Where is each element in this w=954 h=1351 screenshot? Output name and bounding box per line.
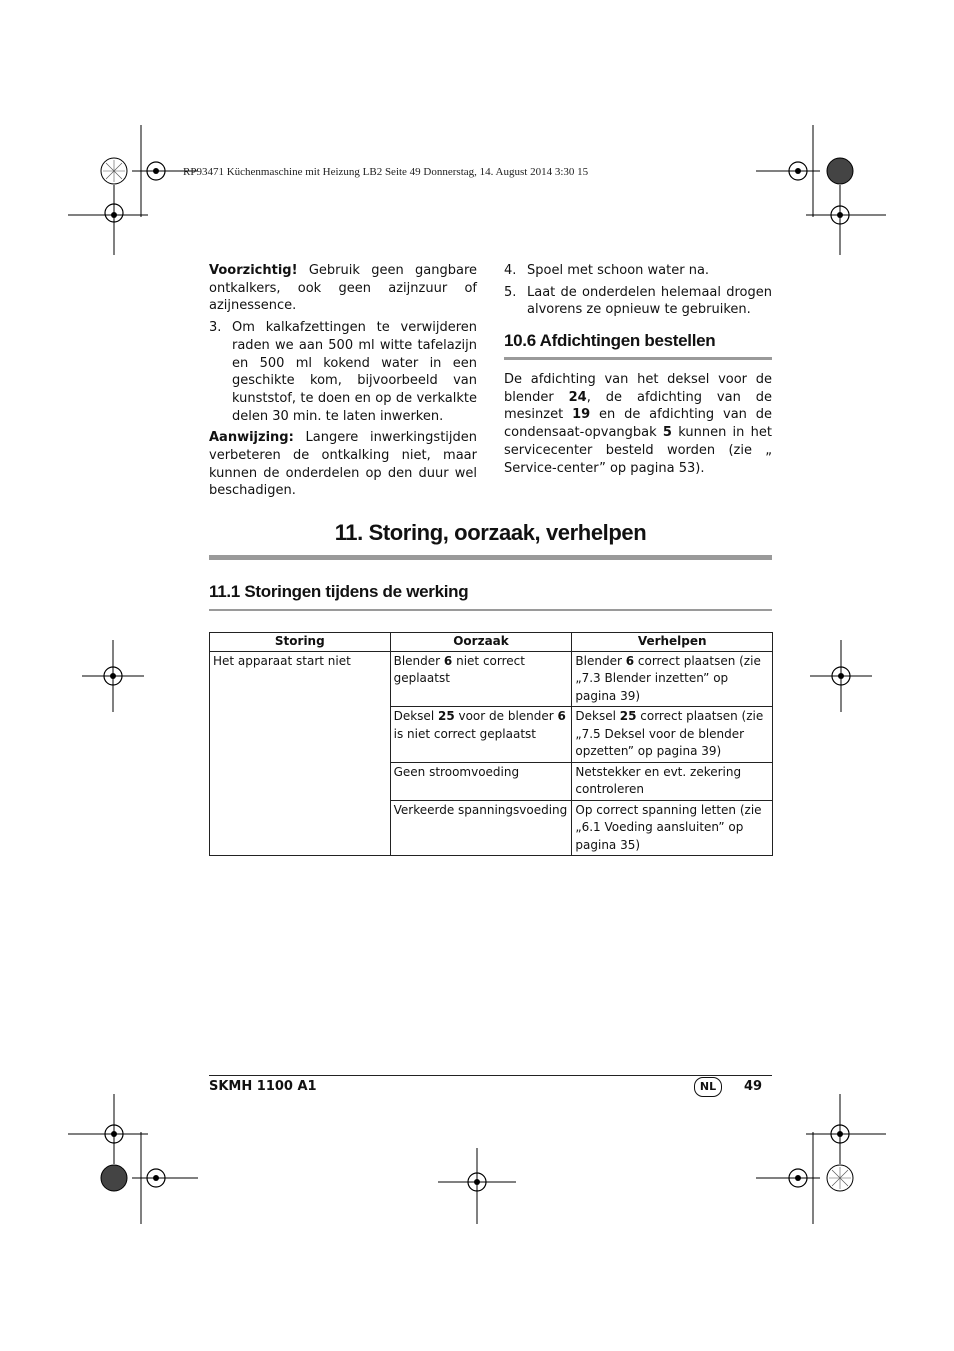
chapter-rule <box>209 555 772 560</box>
fix-cell: Netstekker en evt. zekering controleren <box>572 762 773 800</box>
registration-mark-icon <box>756 1094 886 1224</box>
step-text: Om kalkafzettingen te verwijderen raden we aan 500 ml witte tafelazijn en 500 ml kokend water in een geschikte kom, bijvoorbeeld van kunststof, te doen en op de verkalkte delen 30 min. te laten inwerken. <box>232 320 477 424</box>
note-paragraph <box>209 429 477 500</box>
step-number: 5. <box>504 284 517 300</box>
cause-cell: Blender 6 niet correct geplaatst <box>390 651 572 707</box>
note-label: Aanwijzing: <box>209 430 294 446</box>
seals-paragraph <box>504 371 772 481</box>
step-5 <box>504 284 772 319</box>
caution-text: Gebruik geen gangbare ontkalkers, ook geen azijnzuur of azijnessence. <box>209 263 477 314</box>
header-verhelpen: Verhelpen <box>572 633 773 652</box>
registration-mark-icon <box>82 640 144 712</box>
step-number: 4. <box>504 263 517 278</box>
footer-rule <box>209 1075 772 1076</box>
para-text: en de afdichting van de condensaat-opvangbak <box>504 407 773 441</box>
registration-mark-icon <box>68 1094 198 1224</box>
part-number: 19 <box>572 407 591 423</box>
registration-mark-icon <box>438 1148 516 1224</box>
registration-mark-icon <box>68 125 198 255</box>
model-number: SKMH 1100 A1 <box>209 1079 317 1094</box>
table-row <box>210 651 773 707</box>
para-text: De afdichting van het deksel voor de blender <box>504 372 772 405</box>
page-number: 49 <box>744 1079 763 1094</box>
print-info-line: RP93471 Küchenmaschine mit Heizung LB2 Seite 49 Donnerstag, 14. August 2014 3:30 15 <box>183 166 589 178</box>
part-number: 24 <box>568 389 587 405</box>
cause-cell: Deksel 25 voor de blender 6 is niet correct geplaatst <box>390 707 572 763</box>
caution-paragraph <box>209 262 477 315</box>
troubleshooting-table <box>209 632 773 856</box>
fix-cell: Op correct spanning letten (zie „6.1 Voeding aansluiten” op pagina 35) <box>572 800 773 856</box>
right-column <box>504 262 772 323</box>
table-header-row <box>210 633 773 652</box>
registration-mark-icon <box>810 640 872 712</box>
section-rule <box>504 357 772 360</box>
storing-cell: Het apparaat start niet <box>210 651 391 856</box>
step-text: Laat de onderdelen helemaal drogen alvorens ze opnieuw te gebruiken. <box>527 284 772 318</box>
note-text: Langere inwerkingstijden verbeteren de ontkalking niet, maar kunnen de onderdelen op den duur wel beschadigen. <box>209 430 477 499</box>
part-number: 5 <box>662 425 672 441</box>
cause-cell: Geen stroomvoeding <box>390 762 572 800</box>
header-storing: Storing <box>210 633 391 652</box>
para-text: kunnen in het servicecenter besteld worden (zie „ Service-center” op pagina 53). <box>504 425 772 476</box>
language-badge: NL <box>694 1077 722 1097</box>
chapter-title: 11. Storing, oorzaak, verhelpen <box>334 520 647 545</box>
step-text: Spoel met schoon water na. <box>527 263 710 278</box>
cause-cell: Verkeerde spanningsvoeding <box>390 800 572 856</box>
subsection-heading-11-1: 11.1 Storingen tijdens de werking <box>209 582 469 601</box>
para-text: , de afdichting van de mesinzet <box>504 389 773 423</box>
subsection-rule <box>209 609 772 611</box>
registration-mark-icon <box>756 125 886 255</box>
caution-label: Voorzichtig! <box>209 263 298 278</box>
step-number: 3. <box>209 320 222 336</box>
header-oorzaak: Oorzaak <box>390 633 572 652</box>
step-3 <box>209 319 477 425</box>
left-column <box>209 262 477 504</box>
step-4 <box>504 262 772 280</box>
fix-cell: Deksel 25 correct plaatsen (zie „7.5 Deksel voor de blender opzetten” op pagina 39) <box>572 707 773 763</box>
section-heading-10-6: 10.6 Afdichtingen bestellen <box>504 331 716 350</box>
fix-cell: Blender 6 correct plaatsen (zie „7.3 Blender inzetten” op pagina 39) <box>572 651 773 707</box>
